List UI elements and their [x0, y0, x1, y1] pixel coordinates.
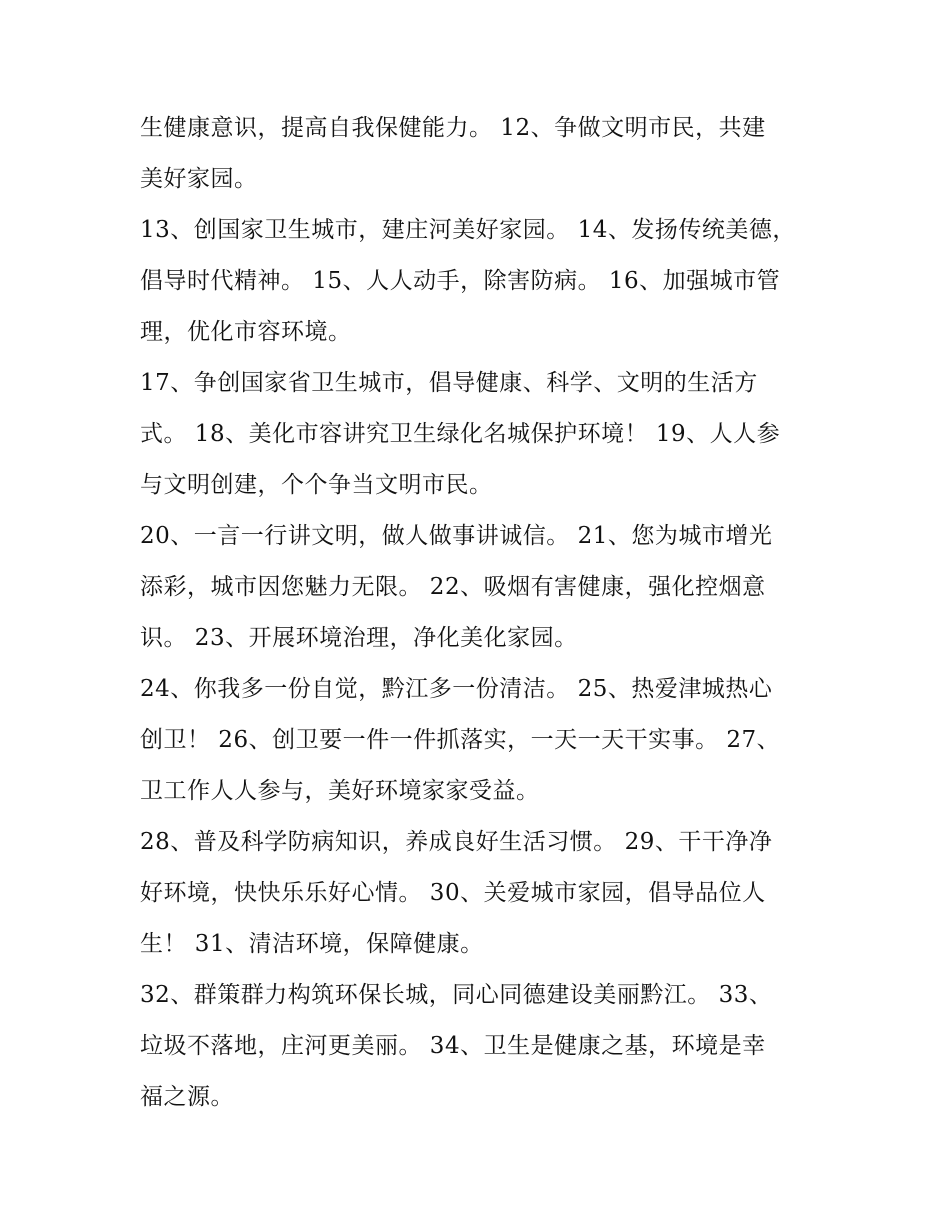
text-line: 24、你我多一份自觉，黔江多一份清洁。 25、热爱津城热心: [140, 676, 773, 702]
text-line: 卫工作人人参与，美好环境家家受益。: [140, 778, 540, 804]
text-line: 福之源。: [140, 1084, 234, 1110]
text-line: 生健康意识，提高自我保健能力。 12、争做文明市民，共建: [140, 115, 766, 141]
text-line: 理，优化市容环境。: [140, 319, 352, 345]
text-line: 13、创国家卫生城市，建庄河美好家园。 14、发扬传统美德，: [140, 217, 796, 243]
text-line: 创卫！ 26、创卫要一件一件抓落实，一天一天干实事。 27、: [140, 727, 781, 753]
text-line: 倡导时代精神。 15、人人动手，除害防病。 16、加强城市管: [140, 268, 781, 294]
text-line: 添彩，城市因您魅力无限。 22、吸烟有害健康，强化控烟意: [140, 574, 766, 600]
text-line: 美好家园。: [140, 166, 258, 192]
text-line: 垃圾不落地，庄河更美丽。 34、卫生是健康之基，环境是幸: [140, 1033, 766, 1059]
text-line: 识。 23、开展环境治理，净化美化家园。: [140, 625, 578, 651]
text-line: 式。 18、美化市容讲究卫生绿化名城保护环境！ 19、人人参: [140, 421, 781, 447]
text-line: 与文明创建，个个争当文明市民。: [140, 472, 493, 498]
text-line: 17、争创国家省卫生城市，倡导健康、科学、文明的生活方: [140, 370, 758, 396]
text-line: 28、普及科学防病知识，养成良好生活习惯。 29、干干净净: [140, 829, 773, 855]
text-line: 20、一言一行讲文明，做人做事讲诚信。 21、您为城市增光: [140, 523, 773, 549]
text-line: 生！ 31、清洁环境，保障健康。: [140, 931, 484, 957]
slogan-text-block: [140, 103, 820, 1123]
text-line: 32、群策群力构筑环保长城，同心同德建设美丽黔江。 33、: [140, 982, 773, 1008]
text-line: 好环境，快快乐乐好心情。 30、关爱城市家园，倡导品位人: [140, 880, 766, 906]
